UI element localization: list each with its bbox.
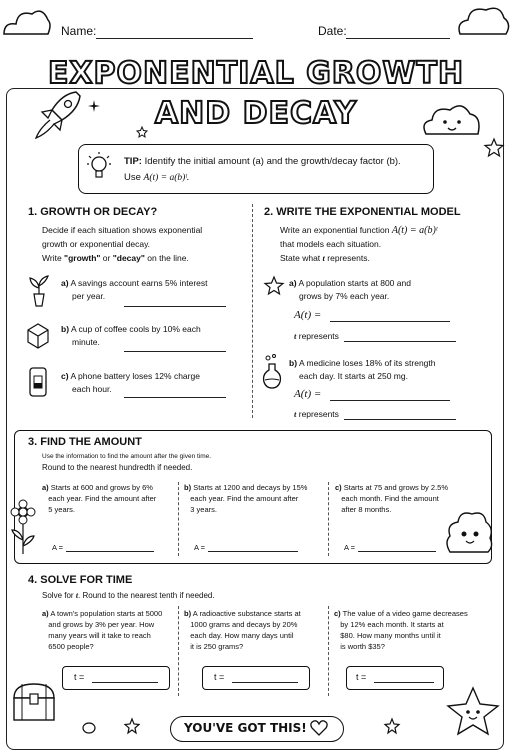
tip-box: [78, 144, 434, 194]
plant-icon: [26, 274, 52, 308]
s4-answer-c-line[interactable]: [374, 682, 434, 683]
section1-desc-2: growth or exponential decay.: [42, 239, 151, 249]
section2-desc-1: [280, 224, 437, 237]
item-text: Starts at 1200 and decays by 15%: [193, 483, 308, 492]
s1-item-c: [61, 370, 200, 382]
desc3-var: t: [322, 253, 325, 263]
item-text: is worth $35?: [340, 642, 385, 651]
item-text: 3 years.: [190, 505, 217, 514]
bush-monster-icon: [444, 506, 494, 556]
section2-desc-2: that models each situation.: [280, 239, 382, 249]
desc-var: t: [75, 591, 79, 600]
s4-answer-b-line[interactable]: [232, 682, 298, 683]
item-text: each day. How many days until: [190, 631, 294, 640]
flower-icon: [8, 500, 38, 556]
s4-item-a: [42, 608, 176, 652]
s4-divider-1: [178, 606, 179, 696]
s1-item-a: [61, 277, 208, 289]
name-label: Name:: [61, 24, 97, 38]
s4-answer-a-line[interactable]: [92, 682, 158, 683]
item-label: b): [289, 358, 298, 368]
s3-answer-c-label: A =: [344, 543, 356, 552]
s2-b-t-label: t represents: [294, 409, 339, 419]
desc1-formula: A(t) = a(b)ᵗ: [391, 225, 438, 236]
s3-item-a: [42, 482, 174, 515]
s4-answer-b-label: t =: [214, 672, 225, 682]
s2-a-t-label: t represents: [294, 331, 339, 341]
item-text: 1000 grams and decays by 20%: [190, 620, 298, 629]
item-text: many years will it take to reach: [48, 631, 151, 640]
t-rep-text: represents: [298, 409, 339, 419]
section4-title: 4. SOLVE FOR TIME: [28, 574, 133, 586]
tip-text-1: [124, 156, 401, 167]
s3-divider-1: [178, 482, 179, 556]
flask-icon: [260, 354, 284, 390]
coffee-cube-icon: [24, 320, 52, 352]
item-text: A town's population starts at 5000: [50, 609, 163, 618]
item-text: Starts at 600 and grows by 6%: [50, 483, 153, 492]
item-text: each month. Find the amount: [341, 494, 439, 503]
section2-desc-3: [280, 252, 370, 264]
item-text: A medicine loses 18% of its strength: [298, 358, 436, 368]
s4-answer-a-label: t =: [74, 672, 85, 682]
treasure-chest-icon: [8, 678, 60, 724]
name-line[interactable]: [96, 38, 253, 39]
s3-answer-a-label: A =: [52, 543, 64, 552]
item-text: A savings account earns 5% interest: [70, 278, 208, 288]
s1-item-b-line2: minute.: [72, 337, 100, 347]
star-icon: [124, 718, 140, 734]
instr-mid: or: [100, 253, 113, 263]
heart-icon: [310, 720, 328, 736]
desc3-prefix: State what: [280, 253, 321, 263]
s3-answer-c-line[interactable]: [358, 551, 436, 552]
instr-decay: "decay": [112, 253, 145, 263]
section1-title: 1. GROWTH OR DECAY?: [28, 206, 158, 218]
item-text: each year. Find the amount after: [48, 494, 157, 503]
item-text: 5 years.: [48, 505, 75, 514]
tip-text-2: [124, 172, 189, 183]
item-text: 6500 people?: [48, 642, 94, 651]
item-label: a): [289, 278, 297, 288]
s2-a-t-line[interactable]: [344, 341, 456, 342]
s1-answer-line-a[interactable]: [124, 306, 226, 307]
instr-suffix: on the line.: [144, 253, 189, 263]
item-label: b): [184, 609, 192, 618]
tip-formula: A(t) = a(b)ᵗ.: [143, 173, 190, 183]
smiling-star-icon: [446, 686, 500, 736]
s2-a-formula-label: A(t) =: [294, 309, 322, 321]
s2-item-b: [289, 357, 435, 369]
s1-answer-line-b[interactable]: [124, 351, 226, 352]
s2-item-b-line2: each day. It starts at 250 mg.: [299, 371, 408, 381]
star-icon: [264, 276, 284, 296]
smiling-cloud-icon: [420, 100, 484, 140]
item-text: after 8 months.: [341, 505, 392, 514]
instr-prefix: Write: [42, 253, 65, 263]
s2-a-formula-line[interactable]: [330, 321, 450, 322]
item-text: by 12% each month. It starts at: [340, 620, 444, 629]
tip-text: Identify the initial amount (a) and the growth/decay factor (b).: [144, 156, 401, 167]
tip-use: Use: [124, 172, 141, 183]
item-text: A radioactive substance starts at: [192, 609, 301, 618]
cloud-icon: [456, 2, 510, 42]
tip-label: TIP:: [124, 156, 142, 167]
s3-divider-2: [328, 482, 329, 556]
sparkle-icon: [88, 100, 100, 112]
item-label: a): [61, 278, 69, 288]
coin-icon: [82, 722, 96, 734]
section4-desc: [42, 590, 215, 602]
s4-item-c: [334, 608, 494, 652]
s4-divider-2: [328, 606, 329, 696]
s3-answer-a-line[interactable]: [66, 551, 154, 552]
section1-instruction: [42, 252, 189, 264]
date-label: Date:: [318, 24, 347, 38]
star-icon: [136, 126, 148, 138]
s4-item-b: [184, 608, 324, 652]
desc-prefix: Solve for: [42, 591, 74, 600]
instr-growth: "growth": [64, 253, 101, 263]
item-label: c): [61, 371, 69, 381]
item-label: b): [61, 324, 70, 334]
item-text: it is 250 grams?: [190, 642, 244, 651]
s2-item-a: [289, 277, 411, 289]
s1-item-a-line2: per year.: [72, 291, 106, 301]
section1-desc-1: Decide if each situation shows exponential: [42, 225, 203, 235]
s3-item-b: [184, 482, 324, 515]
section3-desc-1: Use the information to find the amount after the given time.: [42, 453, 212, 460]
item-text: The value of a video game decreases: [342, 609, 468, 618]
section2-title: 2. WRITE THE EXPONENTIAL MODEL: [264, 206, 461, 218]
item-text: each year. Find the amount after: [190, 494, 299, 503]
s1-item-b: [61, 323, 201, 335]
s2-b-formula-line[interactable]: [330, 400, 450, 401]
title-line-2: AND DECAY: [154, 96, 358, 131]
item-label: c): [334, 609, 341, 618]
phone-battery-icon: [28, 366, 50, 400]
s1-item-c-line2: each hour.: [72, 384, 112, 394]
section3-title: 3. FIND THE AMOUNT: [28, 436, 142, 448]
item-text: A population starts at 800 and: [298, 278, 411, 288]
s3-item-c: [335, 482, 455, 515]
title-line-1: EXPONENTIAL GROWTH: [47, 56, 465, 91]
lightbulb-icon: [86, 150, 112, 186]
item-text: Starts at 75 and grows by 2.5%: [343, 483, 448, 492]
column-divider: [252, 204, 253, 418]
item-label: a): [42, 483, 49, 492]
cloud-icon: [2, 4, 52, 44]
item-label: a): [42, 609, 49, 618]
rocket-icon: [32, 88, 84, 144]
banner-text: YOU'VE GOT THIS!: [184, 721, 307, 735]
item-text: and grows by 3% per year. How: [48, 620, 155, 629]
s2-b-t-line[interactable]: [344, 419, 456, 420]
item-label: b): [184, 483, 192, 492]
date-line[interactable]: [346, 38, 450, 39]
item-text: A phone battery loses 12% charge: [70, 371, 200, 381]
s3-answer-b-label: A =: [194, 543, 206, 552]
desc-suffix: . Round to the nearest tenth if needed.: [78, 591, 215, 600]
s2-b-formula-label: A(t) =: [294, 388, 322, 400]
item-text: A cup of coffee cools by 10% each: [70, 324, 201, 334]
s2-item-a-line2: grows by 7% each year.: [299, 291, 390, 301]
s3-answer-b-line[interactable]: [208, 551, 298, 552]
s1-answer-line-c[interactable]: [124, 397, 226, 398]
item-text: $80. How many months until it: [340, 631, 441, 640]
star-icon: [384, 718, 400, 734]
item-label: c): [335, 483, 342, 492]
desc3-suffix: represents.: [327, 253, 370, 263]
s4-answer-c-label: t =: [356, 672, 367, 682]
desc1-text: Write an exponential function: [280, 225, 390, 235]
t-rep-text: represents: [298, 331, 339, 341]
star-icon: [484, 138, 504, 158]
section3-desc-2: Round to the nearest hundredth if needed.: [42, 463, 193, 472]
